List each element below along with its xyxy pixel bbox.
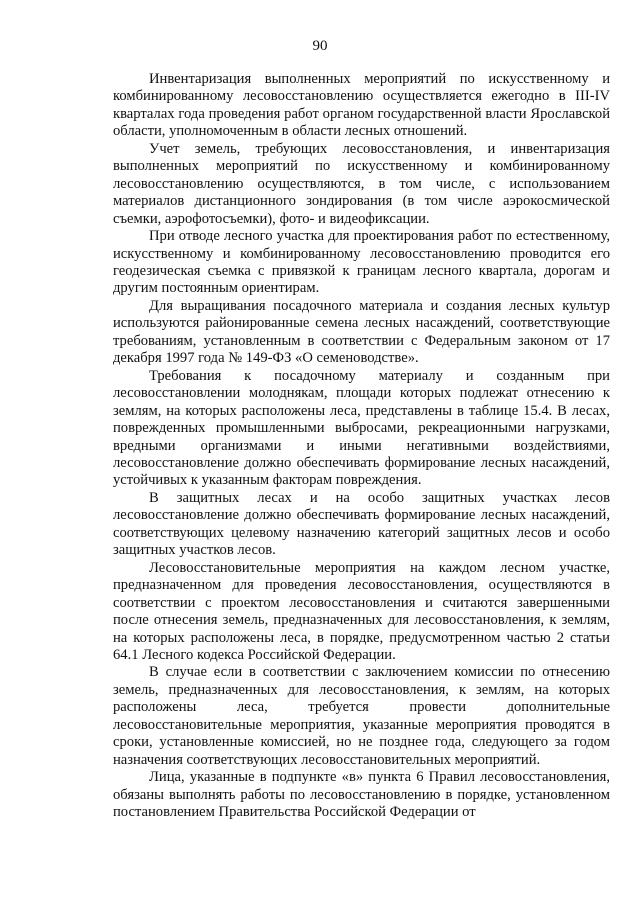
paragraph-inventory: Инвентаризация выполненных мероприятий по искусственному и комбинированному лесовосстановлению осуществляется ежегодно в III-IV кварталах года проведения работ органом государственной власти Ярославской области, уполномоченным в области лесных отношений. bbox=[113, 71, 610, 140]
paragraph-restoration-measures: Лесовосстановительные мероприятия на каждом лесном участке, предназначенном для проведения лесовосстановления, осуществляются в соответствии с проектом лесовосстановления и считаются завершенными после отнесения земель, предназначенных для лесовосстановления, к землям, на которых расположены леса, в порядке, предусмотренном частью 2 статьи 64.1 Лесного кодекса Российской Федерации. bbox=[113, 559, 610, 663]
document-body bbox=[113, 71, 610, 821]
paragraph-additional-measures: В случае если в соответствии с заключением комиссии по отнесению земель, предназначенных для лесовосстановления, к землям, на которых расположены леса, требуется провести дополнительные лесовосстановительные мероприятия, указанные мероприятия проводятся в сроки, установленные комиссией, но не позднее года, следующего за годом назначения соответствующих лесовосстановительных мероприятий. bbox=[113, 664, 610, 768]
paragraph-seed-material: Для выращивания посадочного материала и создания лесных культур используются районированные семена лесных насаждений, соответствующие требованиям, установленным в соответствии с Федеральным законом от 17 декабря 1997 года № 149-ФЗ «О семеноводстве». bbox=[113, 297, 610, 367]
paragraph-protective-forests: В защитных лесах и на особо защитных участках лесов лесовосстановление должно обеспечивать формирование лесных насаждений, соответствующих целевому назначению категорий защитных лесов и особо защитных участков лесов. bbox=[113, 489, 610, 559]
page-number: 90 bbox=[312, 38, 328, 54]
paragraph-site-allotment: При отводе лесного участка для проектирования работ по естественному, искусственному и комбинированному лесовосстановлению проводится его геодезическая съемка с привязкой к границам лесного квартала, дорогам и другим постоянным ориентирам. bbox=[113, 228, 610, 297]
paragraph-responsible-persons: Лица, указанные в подпункте «в» пункта 6 Правил лесовосстановления, обязаны выполнять работы по лесовосстановлению в порядке, установленном постановлением Правительства Российской Федерации от bbox=[113, 769, 610, 821]
paragraph-land-accounting: Учет земель, требующих лесовосстановления, и инвентаризация выполненных мероприятий по искусственному и комбинированному лесовосстановлению осуществляются, в том числе, с использованием материалов дистанционного зондирования (в том числе аэрокосмической съемки, аэрофотосъемки), фото- и видеофиксации. bbox=[113, 140, 610, 227]
paragraph-planting-requirements: Требования к посадочному материалу и созданным при лесовосстановлении молоднякам, площади которых подлежат отнесению к землям, на которых расположены леса, представлены в таблице 15.4. В лесах, поврежденных промышленными выбросами, рекреационными нагрузками, вредными организмами и иными негативными воздействиями, лесовосстановление должно обеспечивать формирование лесных насаждений, устойчивых к указанным факторам повреждения. bbox=[113, 367, 610, 489]
